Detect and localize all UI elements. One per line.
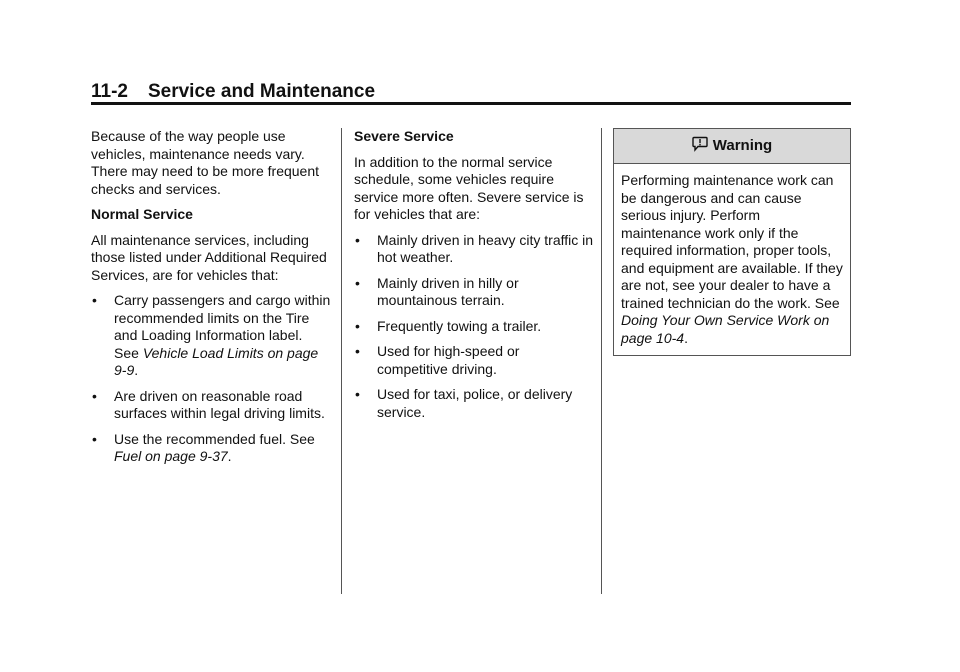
list-item: • Mainly driven in hilly or mountainous terrain. (355, 274, 519, 308)
cross-reference-link[interactable]: Doing Your Own Service Work on page 10-4 (621, 312, 830, 346)
column-divider-1 (341, 128, 342, 594)
warning-header (614, 129, 850, 164)
intro-paragraph: Because of the way people use vehicles, maintenance needs vary. There may need to be more frequent checks and services. (91, 128, 320, 197)
column-3 (613, 128, 851, 356)
severe-service-list (354, 232, 594, 422)
list-item: • Frequently towing a trailer. (355, 317, 542, 334)
header-rule (91, 102, 851, 105)
bullet-icon: • (92, 430, 97, 447)
bullet-icon: • (355, 274, 360, 291)
normal-service-intro: All maintenance services, including those listed under Additional Required Services, are for vehicles that: (91, 231, 327, 283)
bullet-icon: • (92, 292, 97, 308)
column-divider-2 (601, 128, 602, 594)
page-number: 11-2 (91, 81, 128, 102)
warning-box (613, 128, 851, 356)
bullet-icon: • (355, 343, 360, 359)
warning-title: Warning (712, 137, 773, 155)
warning-text: Performing maintenance work can be dangerous and can cause serious injury. Perform maintenance work only if the required information, proper tools, and equipment are available. If they are not, see your dealer to have a trained technician do the work. See Doing Your Own Service Work on page 10-4. (621, 172, 843, 346)
header-title (91, 80, 375, 104)
normal-service-heading: Normal Service (91, 206, 193, 222)
cross-reference-link[interactable]: Fuel on page 9-37 (114, 448, 228, 464)
warning-icon (692, 136, 708, 152)
severe-service-intro: In addition to the normal service schedule, some vehicles require service more often. Severe service is for vehicles that are: (354, 153, 584, 222)
list-item: • Used for taxi, police, or delivery service. (355, 386, 573, 420)
bullet-icon: • (92, 387, 97, 404)
column-2 (354, 128, 594, 429)
normal-service-list (91, 292, 331, 466)
list-item: • Use the recommended fuel. See Fuel on page 9-37. (92, 430, 315, 464)
list-item: • Carry passengers and cargo within recommended limits on the Tire and Loading Information label. See Vehicle Load Limits on page 9-9. (92, 292, 331, 378)
severe-service-heading: Severe Service (354, 128, 454, 144)
column-1 (91, 128, 331, 474)
bullet-icon: • (355, 386, 360, 402)
bullet-icon: • (355, 231, 360, 248)
bullet-icon: • (355, 317, 360, 334)
warning-body (614, 164, 850, 355)
list-item: • Used for high-speed or competitive driving. (355, 343, 520, 377)
section-title: Service and Maintenance (147, 81, 376, 102)
cross-reference-link[interactable]: Vehicle Load Limits on page 9-9 (114, 344, 319, 378)
list-item: • Are driven on reasonable road surfaces within legal driving limits. (92, 387, 325, 421)
list-item: • Mainly driven in heavy city traffic in hot weather. (355, 231, 594, 265)
